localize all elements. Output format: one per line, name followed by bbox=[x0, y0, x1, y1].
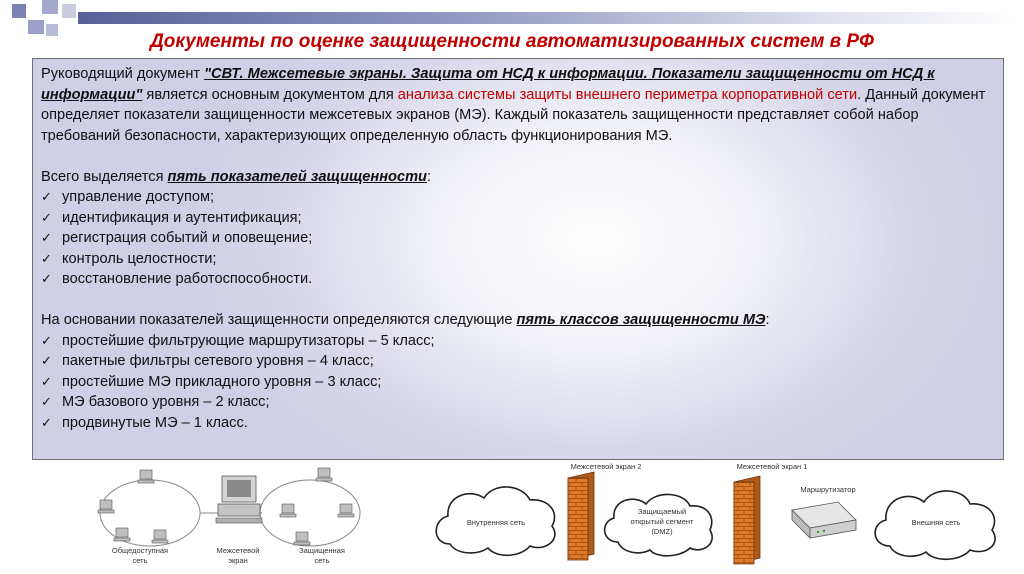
list-item-text: пакетные фильтры сетевого уровня – 4 класс; bbox=[62, 353, 374, 369]
network-diagrams bbox=[0, 458, 1024, 574]
computer-icon bbox=[152, 530, 168, 543]
dmz-label-2: открытый сегмент bbox=[630, 517, 694, 526]
external-network-label: Внешняя сеть bbox=[911, 518, 961, 527]
check-icon: ✓ bbox=[41, 394, 52, 409]
check-icon: ✓ bbox=[41, 250, 52, 266]
computer-icon bbox=[280, 504, 296, 517]
list-item bbox=[41, 372, 995, 393]
list-item bbox=[41, 331, 995, 352]
computer-icon bbox=[98, 500, 114, 513]
intro-prefix: Руководящий документ bbox=[41, 66, 205, 82]
list-item-text: регистрация событий и оповещение; bbox=[62, 230, 313, 246]
dmz-label-1: Защищаемый bbox=[637, 507, 687, 516]
check-icon: ✓ bbox=[41, 209, 52, 225]
check-icon: ✓ bbox=[41, 353, 52, 368]
firewall-2-label: Межсетевой экран 2 bbox=[570, 462, 642, 471]
list-item bbox=[41, 413, 995, 434]
list-item-text: простейшие МЭ прикладного уровня – 3 класс; bbox=[62, 373, 382, 390]
content-box bbox=[32, 58, 1004, 460]
indicators-lead-suffix: : bbox=[426, 168, 432, 185]
header-bar bbox=[78, 12, 1014, 24]
document-title: "СВТ. Межсетевые экраны. Защита от НСД к информации. Показатели защищенности от НСД к информации" bbox=[41, 66, 935, 103]
computer-icon bbox=[114, 528, 130, 541]
intro-paragraph bbox=[41, 64, 995, 146]
firewall-1-icon bbox=[734, 476, 760, 564]
list-item bbox=[41, 392, 995, 413]
firewall-label: Межсетевой bbox=[216, 546, 260, 555]
indicators-lead-prefix: Всего выделяется bbox=[41, 168, 168, 185]
check-icon: ✓ bbox=[41, 414, 52, 430]
check-icon: ✓ bbox=[41, 271, 52, 286]
intro-highlight: анализа системы защиты внешнего периметра корпоративной сети bbox=[397, 86, 858, 103]
list-item bbox=[41, 351, 995, 372]
firewall-label-2: экран bbox=[228, 556, 248, 565]
dmz-label-3: (DMZ) bbox=[651, 527, 673, 536]
list-item-text: восстановление работоспособности. bbox=[62, 271, 313, 287]
router-label: Маршрутизатор bbox=[800, 485, 856, 494]
firewall-1-label: Межсетевой экран 1 bbox=[736, 462, 808, 471]
computer-icon bbox=[294, 532, 310, 545]
check-icon: ✓ bbox=[41, 332, 52, 348]
list-item-text: контроль целостности; bbox=[62, 250, 217, 267]
list-item bbox=[41, 249, 995, 270]
public-network-label-2: сеть bbox=[132, 556, 148, 565]
classes-emphasis: пять классов защищенности МЭ bbox=[516, 312, 766, 328]
intro-suffix: . Данный документ определяет показатели защищенности межсетевых экранов (МЭ). Каждый показатель защищенности представляет собой набор требований безопасности, характеризующих определенную область функционирования МЭ. bbox=[41, 86, 986, 144]
public-network-ring bbox=[100, 480, 200, 546]
list-item bbox=[41, 208, 995, 229]
computer-icon bbox=[138, 470, 154, 483]
indicators-emphasis: пять показателей защищенности bbox=[167, 168, 427, 185]
list-item bbox=[41, 187, 995, 208]
check-icon: ✓ bbox=[41, 230, 52, 245]
indicators-list bbox=[41, 187, 995, 290]
classes-list bbox=[41, 331, 995, 434]
list-item-text: МЭ базового уровня – 2 класс; bbox=[62, 394, 270, 410]
right-network-diagram bbox=[436, 462, 995, 564]
list-item-text: простейшие фильтрующие маршрутизаторы – 5 класс; bbox=[62, 332, 435, 349]
classes-lead-prefix: На основании показателей защищенности определяются следующие bbox=[41, 312, 517, 328]
list-item bbox=[41, 269, 995, 290]
classes-lead-suffix: : bbox=[765, 312, 770, 328]
firewall-2-icon bbox=[568, 472, 594, 560]
check-icon: ✓ bbox=[41, 373, 52, 389]
list-item-text: идентификация и аутентификация; bbox=[62, 209, 302, 226]
indicators-lead bbox=[41, 167, 995, 188]
router-icon bbox=[792, 502, 856, 538]
check-icon: ✓ bbox=[41, 189, 52, 204]
internal-network-label: Внутренняя сеть bbox=[466, 518, 526, 527]
intro-middle: является основным документом для bbox=[142, 86, 398, 103]
computer-icon bbox=[316, 468, 332, 481]
list-item bbox=[41, 228, 995, 249]
firewall-workstation-icon bbox=[216, 476, 262, 523]
protected-network-label-2: сеть bbox=[314, 556, 330, 565]
classes-lead bbox=[41, 310, 995, 331]
slide-title: Документы по оценке защищенности автоматизированных систем в РФ bbox=[150, 31, 874, 52]
left-network-diagram bbox=[98, 468, 360, 565]
list-item-text: продвинутые МЭ – 1 класс. bbox=[62, 414, 248, 431]
computer-icon bbox=[338, 504, 354, 517]
protected-network-label: Защищенная bbox=[299, 546, 345, 555]
list-item-text: управление доступом; bbox=[62, 189, 215, 205]
public-network-label: Общедоступная bbox=[111, 546, 169, 555]
